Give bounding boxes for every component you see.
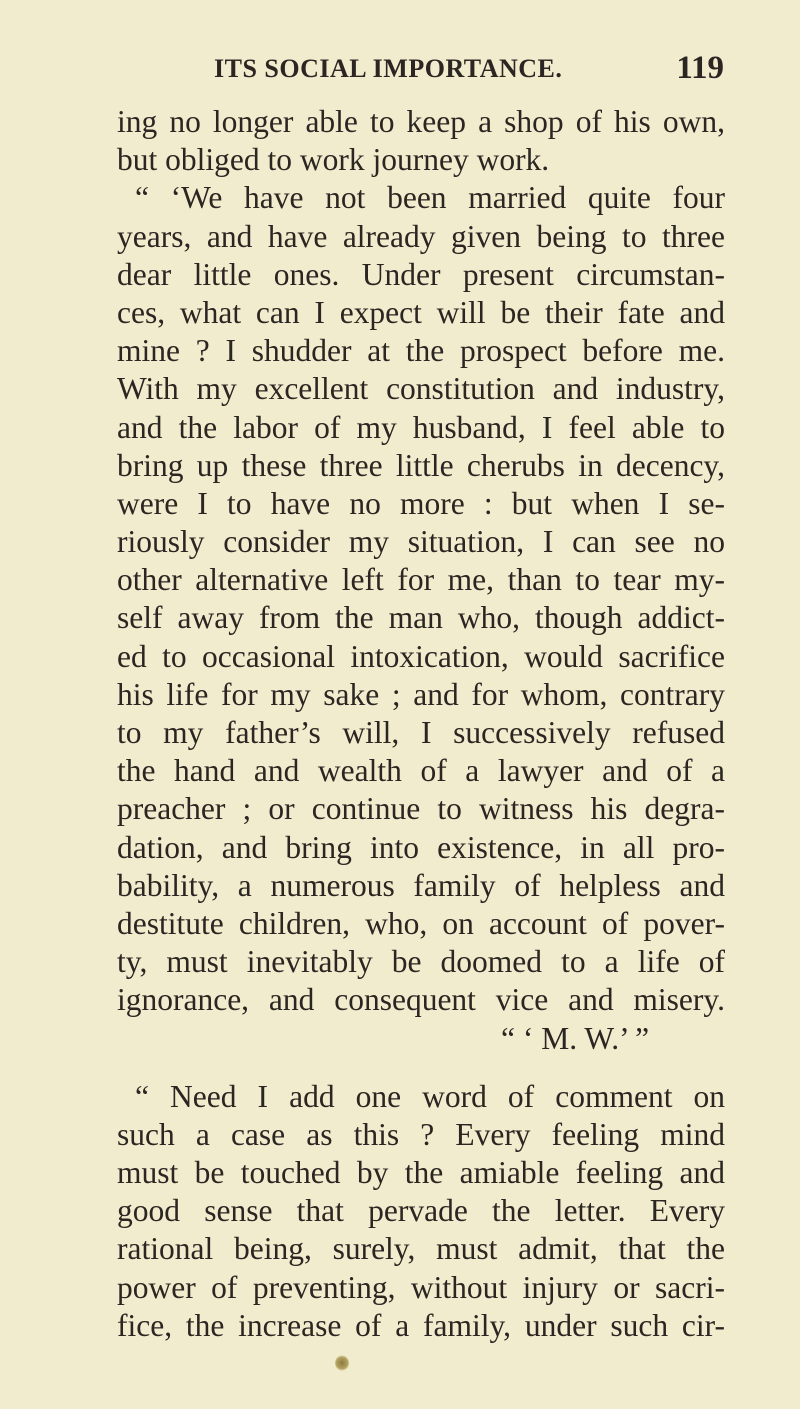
text-line: ed to occasional intoxication, would sacrifice <box>117 638 725 674</box>
text-line: destitute children, who, on account of pover- <box>117 905 725 941</box>
text-line: power of preventing, without injury or sacri- <box>117 1269 725 1305</box>
page-number: 119 <box>676 50 724 86</box>
text-line: dation, and bring into existence, in all pro- <box>117 829 725 865</box>
text-line: ces, what can I expect will be their fate and <box>117 294 725 330</box>
running-head <box>118 50 724 90</box>
running-title: ITS SOCIAL IMPORTANCE. <box>214 54 563 83</box>
text-line: the hand and wealth of a lawyer and of a <box>117 753 725 789</box>
text-line: bring up these three little cherubs in decency, <box>117 447 725 483</box>
text-line: must be touched by the amiable feeling and <box>117 1155 725 1191</box>
text-line: such a case as this ? Every feeling mind <box>117 1116 725 1152</box>
paragraph-gap <box>117 1058 725 1078</box>
text-line: other alternative left for me, than to tear my- <box>117 562 725 598</box>
text-line: his life for my sake ; and for whom, contrary <box>117 676 725 712</box>
text-line: and the labor of my husband, I feel able to <box>117 409 725 445</box>
text-line: “ Need I add one word of comment on <box>135 1078 725 1114</box>
text-line: but obliged to work journey work. <box>117 142 550 178</box>
text-line: mine ? I shudder at the prospect before me. <box>117 333 725 369</box>
text-line: preacher ; or continue to witness his degra- <box>117 791 725 827</box>
ink-blot <box>335 1355 349 1371</box>
text-line: ignorance, and consequent vice and misery. <box>117 982 725 1018</box>
text-line: riously consider my situation, I can see no <box>117 524 725 560</box>
text-line: to my father’s will, I successively refused <box>117 715 725 750</box>
text-line: rational being, surely, must admit, that the <box>117 1231 725 1267</box>
text-line: bability, a numerous family of helpless and <box>117 867 725 903</box>
body-text <box>117 103 725 1345</box>
text-line: “ ‘We have not been married quite four <box>135 180 725 216</box>
text-line: ty, must inevitably be doomed to a life of <box>117 944 725 980</box>
text-line: were I to have no more : but when I se- <box>117 485 725 521</box>
text-line: fice, the increase of a family, under such cir- <box>117 1307 725 1343</box>
text-line: With my excellent constitution and industry, <box>117 371 725 407</box>
text-line: self away from the man who, though addict- <box>117 600 725 636</box>
letter-signature: “ ‘ M. W.’ ” <box>501 1020 650 1056</box>
text-line: good sense that pervade the letter. Every <box>117 1193 725 1229</box>
text-line: dear little ones. Under present circumstan- <box>117 256 725 292</box>
text-line: years, and have already given being to three <box>117 218 725 254</box>
text-line: ing no longer able to keep a shop of his own, <box>117 104 725 139</box>
